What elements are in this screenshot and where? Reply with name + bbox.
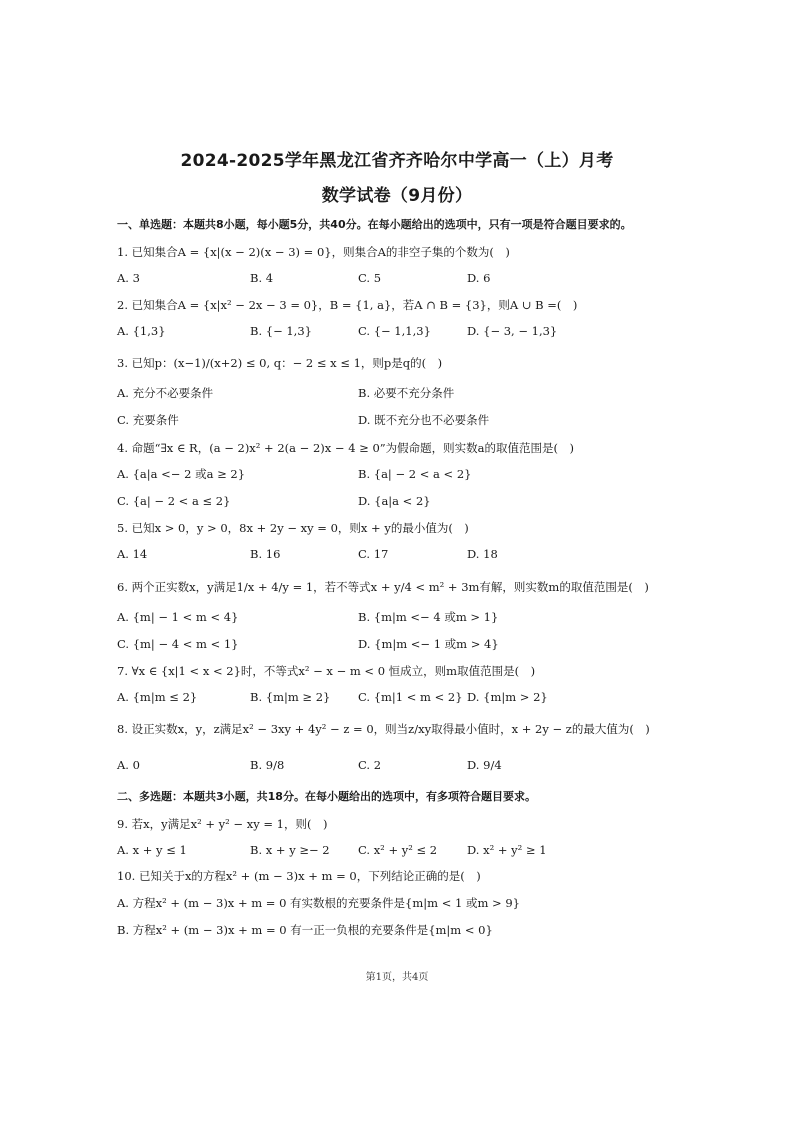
q10-option-a: A. 方程x² + (m − 3)x + m = 0 有实数根的充要条件是{m|m < 1 或m > 9}: [117, 896, 520, 910]
q3-option-d: D. 既不充分也不必要条件: [358, 413, 490, 427]
page-subtitle: 数学试卷（9月份）: [321, 186, 473, 206]
page-title: 2024-2025学年黑龙江省齐齐哈尔中学高一（上）月考: [180, 151, 614, 171]
question-3: 3. 已知p：(x−1)/(x+2) ≤ 0, q：− 2 ≤ x ≤ 1，则p是q的( ): [117, 356, 443, 370]
q8-option-b: B. 9/8: [250, 758, 285, 772]
question-4: 4. 命题“∃x ∈ R，(a − 2)x² + 2(a − 2)x − 4 ≥ 0”为假命题，则实数a的取值范围是( ): [117, 441, 574, 455]
question-7: 7. ∀x ∈ {x|1 < x < 2}时，不等式x² − x − m < 0 恒成立，则m取值范围是( ): [117, 664, 536, 678]
q6-option-d: D. {m|m <− 1 或m > 4}: [358, 637, 499, 651]
q8-option-a: A. 0: [117, 758, 140, 772]
q7-option-d: D. {m|m > 2}: [467, 690, 548, 704]
q2-option-d: D. {− 3, − 1,3}: [467, 324, 558, 338]
q4-option-a: A. {a|a <− 2 或a ≥ 2}: [117, 467, 246, 481]
q10-option-b: B. 方程x² + (m − 3)x + m = 0 有一正一负根的充要条件是{m|m < 0}: [117, 923, 493, 937]
q9-option-b: B. x + y ≥− 2: [250, 843, 330, 857]
q3-option-b: B. 必要不充分条件: [358, 386, 455, 400]
q2-option-c: C. {− 1,1,3}: [358, 324, 431, 338]
question-2: 2. 已知集合A = {x|x² − 2x − 3 = 0}，B = {1, a}，若A ∩ B = {3}，则A ∪ B =( ): [117, 298, 578, 312]
q2-option-a: A. {1,3}: [117, 324, 166, 338]
q2-option-b: B. {− 1,3}: [250, 324, 312, 338]
q7-option-a: A. {m|m ≤ 2}: [117, 690, 198, 704]
q9-option-d: D. x² + y² ≥ 1: [467, 843, 547, 857]
q5-option-d: D. 18: [467, 547, 498, 561]
q1-option-b: B. 4: [250, 271, 274, 285]
q5-option-c: C. 17: [358, 547, 389, 561]
q6-option-c: C. {m| − 4 < m < 1}: [117, 637, 239, 651]
q1-option-d: D. 6: [467, 271, 491, 285]
question-9: 9. 若x，y满足x² + y² − xy = 1，则( ): [117, 817, 328, 831]
q8-option-c: C. 2: [358, 758, 382, 772]
question-1: 1. 已知集合A = {x|(x − 2)(x − 3) = 0}，则集合A的非空子集的个数为( ): [117, 245, 510, 259]
section-single-choice: 一、单选题：本题共8小题，每小题5分，共40分。在每小题给出的选项中，只有一项是符合题目要求的。: [117, 218, 632, 231]
section-multi-choice: 二、多选题：本题共3小题，共18分。在每小题给出的选项中，有多项符合题目要求。: [117, 790, 536, 803]
q4-option-b: B. {a| − 2 < a < 2}: [358, 467, 472, 481]
q4-option-d: D. {a|a < 2}: [358, 494, 431, 508]
q1-option-c: C. 5: [358, 271, 382, 285]
question-10: 10. 已知关于x的方程x² + (m − 3)x + m = 0，下列结论正确的是( ): [117, 869, 481, 883]
question-5: 5. 已知x > 0，y > 0，8x + 2y − xy = 0，则x + y的最小值为( ): [117, 521, 469, 535]
q6-option-a: A. {m| − 1 < m < 4}: [117, 610, 239, 624]
q5-option-a: A. 14: [117, 547, 148, 561]
q4-option-c: C. {a| − 2 < a ≤ 2}: [117, 494, 231, 508]
q3-option-c: C. 充要条件: [117, 413, 179, 427]
question-8: 8. 设正实数x，y，z满足x² − 3xy + 4y² − z = 0，则当z/xy取得最小值时，x + 2y − z的最大值为( ): [117, 722, 650, 736]
question-6: 6. 两个正实数x，y满足1/x + 4/y = 1，若不等式x + y/4 < m² + 3m有解，则实数m的取值范围是( ): [117, 580, 649, 594]
q6-option-b: B. {m|m <− 4 或m > 1}: [358, 610, 499, 624]
q1-option-a: A. 3: [117, 271, 140, 285]
q3-option-a: A. 充分不必要条件: [117, 386, 214, 400]
q5-option-b: B. 16: [250, 547, 281, 561]
q9-option-c: C. x² + y² ≤ 2: [358, 843, 438, 857]
page-footer: 第1页，共4页: [365, 972, 429, 983]
q9-option-a: A. x + y ≤ 1: [117, 843, 187, 857]
q8-option-d: D. 9/4: [467, 758, 502, 772]
q7-option-b: B. {m|m ≥ 2}: [250, 690, 331, 704]
q7-option-c: C. {m|1 < m < 2}: [358, 690, 463, 704]
